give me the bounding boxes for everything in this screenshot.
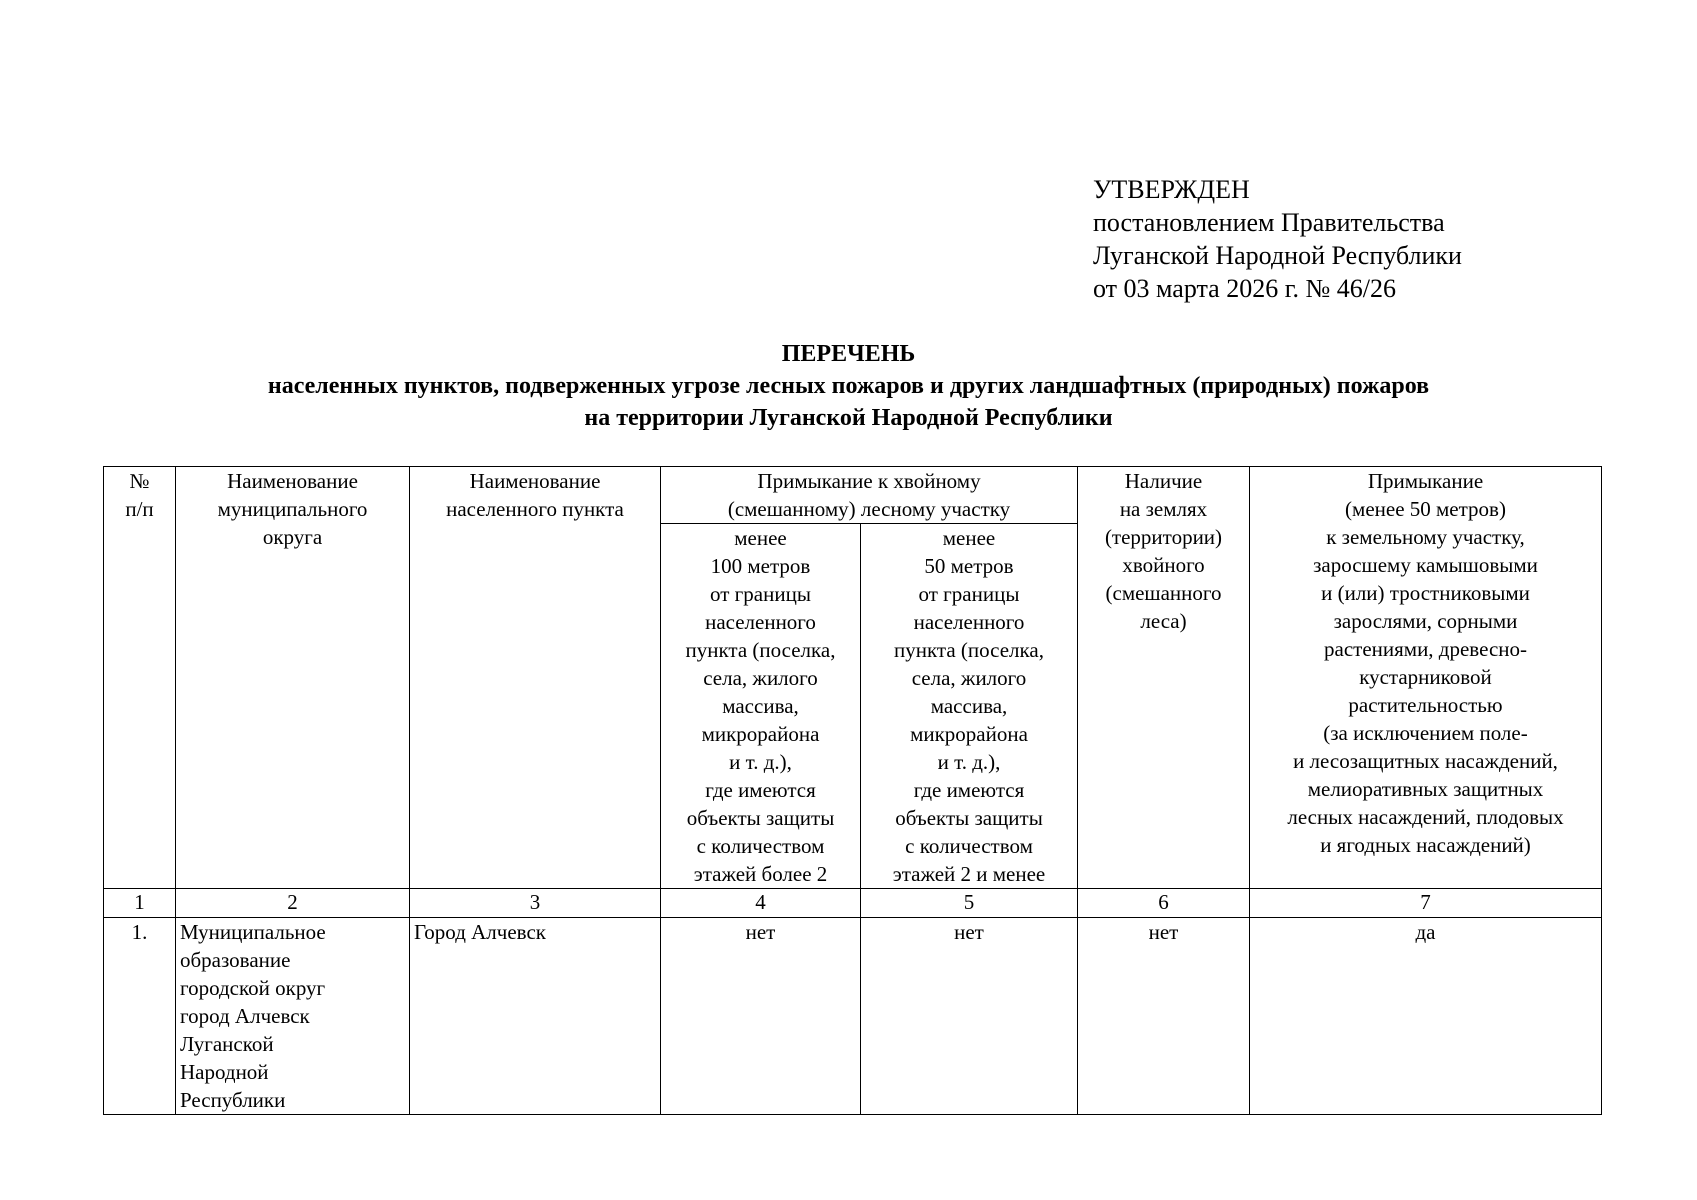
approval-line-approved: УТВЕРЖДЕН — [1093, 175, 1250, 204]
header-less-50m: менее 50 метров от границы населенного пункта (поселка, села, жилого массива, микрорайона и т. д.), где имеются объекты защиты с количеством этажей 2 и менее — [861, 524, 1078, 889]
header-coniferous-presence: Наличие на землях (территории) хвойного (смешанного леса) — [1078, 467, 1250, 889]
table-header-row — [104, 467, 1602, 524]
document-subtitle-line1: населенных пунктов, подверженных угрозе лесных пожаров и других ландшафтных (природных) пожаров — [267, 373, 1430, 399]
document-subtitle-line2: на территории Луганской Народной Республики — [584, 405, 1113, 431]
approval-line-resolution: постановлением Правительства — [1093, 208, 1445, 237]
column-number: 1 — [104, 889, 176, 918]
approval-stamp — [1093, 173, 1462, 305]
column-number: 6 — [1078, 889, 1250, 918]
approval-line-date: от 03 марта 2026 г. № 46/26 — [1093, 274, 1396, 303]
header-district: Наименование муниципального округа — [176, 467, 410, 889]
row-reed-adjacency: да — [1250, 918, 1602, 1115]
settlements-table — [103, 466, 1602, 1115]
row-settlement: Город Алчевск — [410, 918, 661, 1115]
header-coniferous-adjacency: Примыкание к хвойному (смешанному) лесному участку — [661, 467, 1078, 524]
approval-line-republic: Луганской Народной Республики — [1093, 241, 1462, 270]
row-number: 1. — [104, 918, 176, 1115]
column-number: 5 — [861, 889, 1078, 918]
header-reed-adjacency: Примыкание (менее 50 метров) к земельному участку, заросшему камышовыми и (или) тростниковыми зарослями, сорными растениями, древесно- кустарниковой растительностью (за исключением поле- и лесозащитных насаждений, мелиоративных защитных лесных насаждений, плодовых и ягодных насаждений) — [1250, 467, 1602, 889]
header-settlement: Наименование населенного пункта — [410, 467, 661, 889]
column-number: 7 — [1250, 889, 1602, 918]
header-number: № п/п — [104, 467, 176, 889]
table-row — [104, 918, 1602, 1115]
row-less-100m: нет — [661, 918, 861, 1115]
header-less-100m: менее 100 метров от границы населенного пункта (поселка, села, жилого массива, микрорайона и т. д.), где имеются объекты защиты с количеством этажей более 2 — [661, 524, 861, 889]
column-number: 2 — [176, 889, 410, 918]
row-district: Муниципальное образование городской округ город Алчевск Луганской Народной Республики — [176, 918, 410, 1115]
document-heading — [0, 338, 1697, 434]
row-coniferous-presence: нет — [1078, 918, 1250, 1115]
column-number: 4 — [661, 889, 861, 918]
row-less-50m: нет — [861, 918, 1078, 1115]
column-number-row — [104, 889, 1602, 918]
document-title: ПЕРЕЧЕНЬ — [781, 341, 916, 367]
column-number: 3 — [410, 889, 661, 918]
